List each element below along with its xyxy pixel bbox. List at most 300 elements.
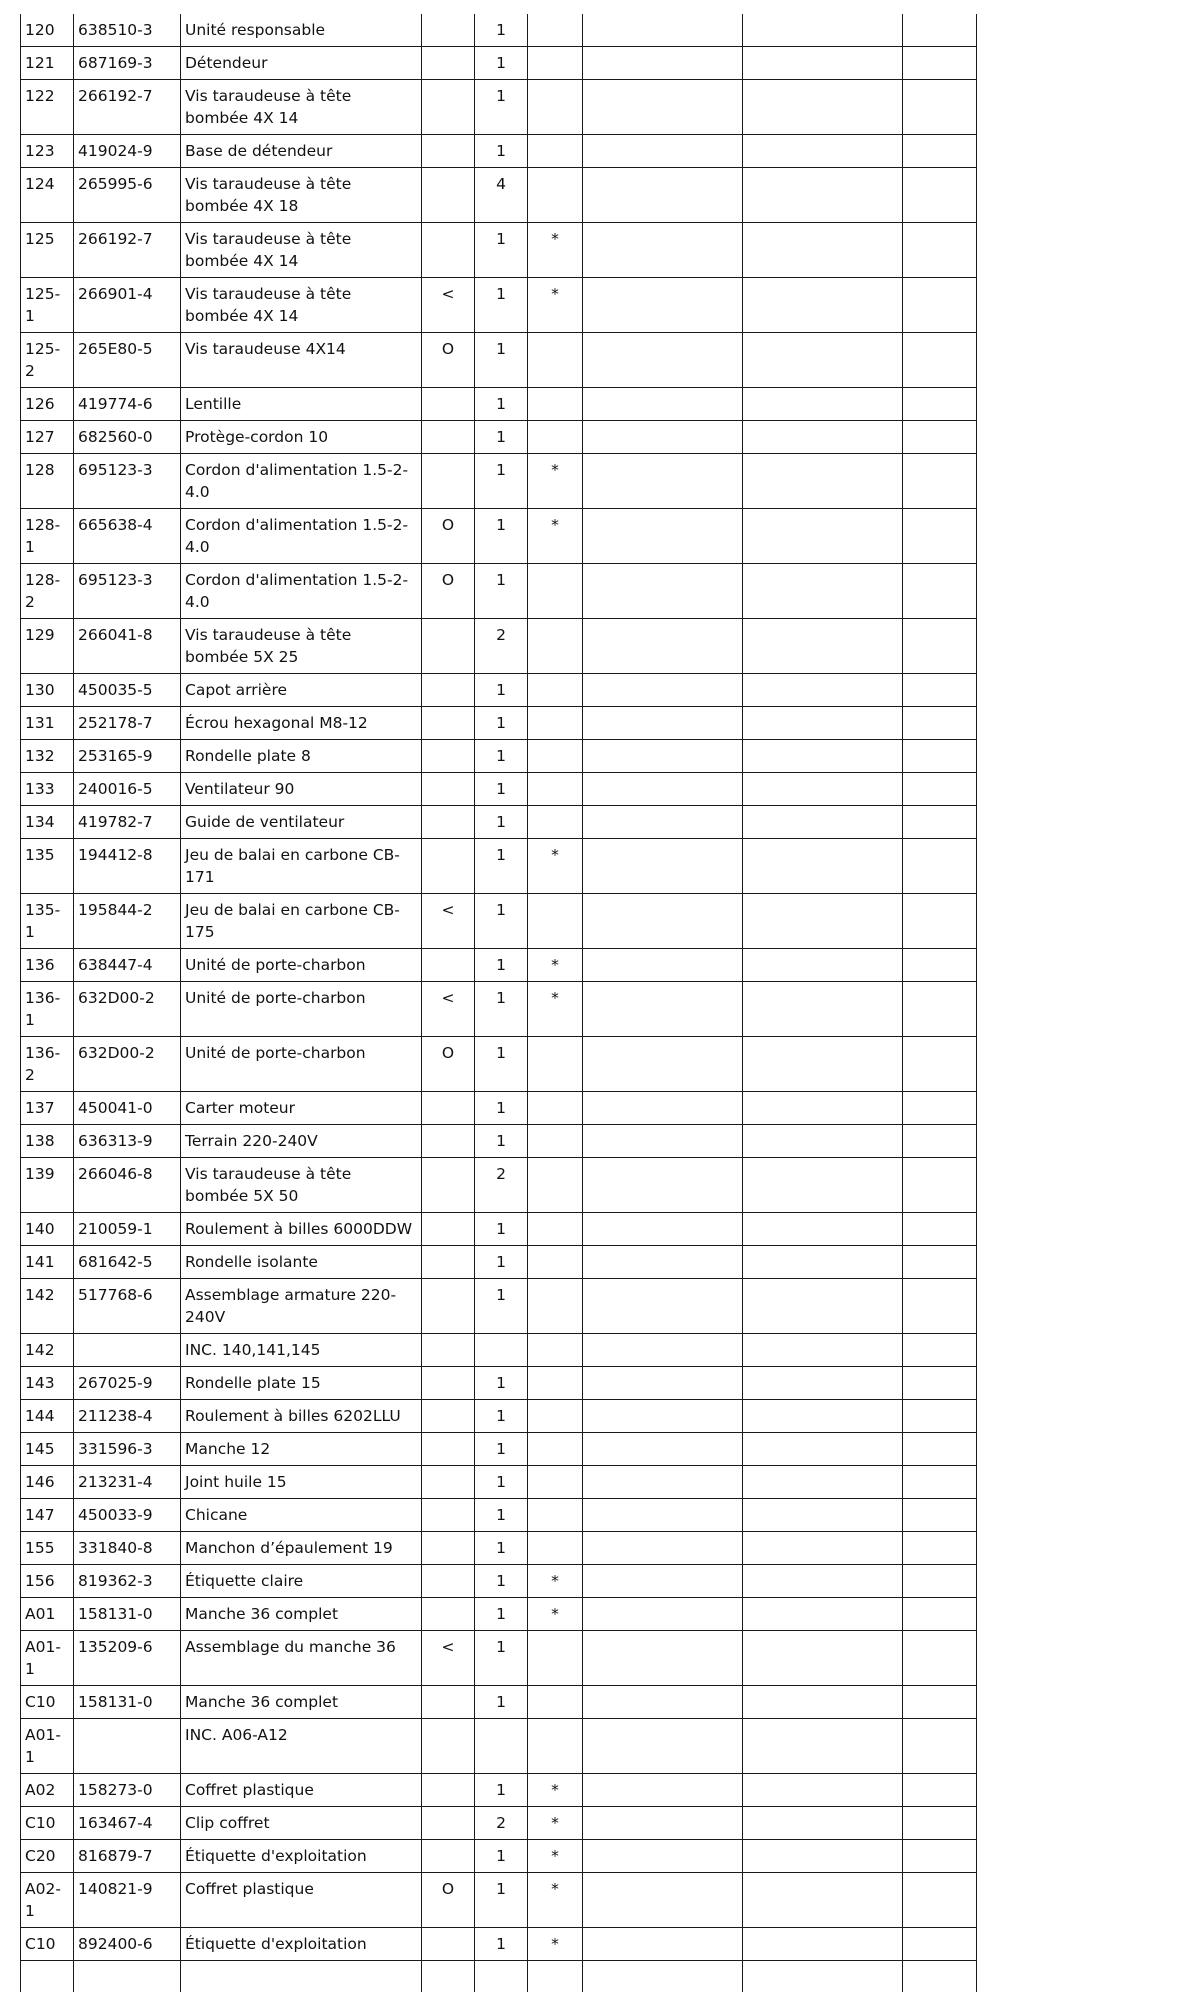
item-number-cell: 120 xyxy=(21,14,74,47)
note-mark-cell xyxy=(528,1400,583,1433)
change-mark-cell: O xyxy=(422,333,475,388)
part-number-cell: 816879-7 xyxy=(74,1840,181,1873)
description-cell: Rondelle plate 15 xyxy=(181,1367,422,1400)
empty-cell xyxy=(903,135,977,168)
part-number-cell: 158131-0 xyxy=(74,1686,181,1719)
empty-cell xyxy=(583,168,743,223)
part-number-cell: 681642-5 xyxy=(74,1246,181,1279)
quantity-cell: 1 xyxy=(475,333,528,388)
empty-cell xyxy=(743,949,903,982)
table-row xyxy=(21,1158,977,1213)
quantity-cell: 1 xyxy=(475,707,528,740)
table-row xyxy=(21,1631,977,1686)
empty-cell xyxy=(583,80,743,135)
part-number-cell: 695123-3 xyxy=(74,564,181,619)
empty-cell xyxy=(903,740,977,773)
note-mark-cell xyxy=(528,1367,583,1400)
empty-cell xyxy=(583,1565,743,1598)
empty-cell xyxy=(903,1092,977,1125)
quantity-cell xyxy=(475,1719,528,1774)
part-number-cell: 195844-2 xyxy=(74,894,181,949)
description-cell: Unité de porte-charbon xyxy=(181,1037,422,1092)
table-row xyxy=(21,982,977,1037)
note-mark-cell xyxy=(528,1334,583,1367)
note-mark-cell xyxy=(528,1092,583,1125)
empty-cell xyxy=(583,509,743,564)
empty-cell xyxy=(583,1158,743,1213)
quantity-cell: 1 xyxy=(475,421,528,454)
empty-cell xyxy=(743,564,903,619)
empty-cell xyxy=(903,1400,977,1433)
item-number-cell: 122 xyxy=(21,80,74,135)
note-mark-cell: * xyxy=(528,278,583,333)
empty-cell xyxy=(903,1873,977,1928)
empty-cell xyxy=(743,1631,903,1686)
empty-cell xyxy=(903,1719,977,1774)
quantity-cell: 1 xyxy=(475,1125,528,1158)
part-number-cell: 240016-5 xyxy=(74,773,181,806)
table-row xyxy=(21,168,977,223)
empty-cell xyxy=(583,1961,743,1992)
empty-cell xyxy=(743,1400,903,1433)
quantity-cell: 4 xyxy=(475,168,528,223)
part-number-cell: 331596-3 xyxy=(74,1433,181,1466)
description-cell: Clip coffret xyxy=(181,1807,422,1840)
table-row xyxy=(21,1334,977,1367)
empty-cell xyxy=(743,14,903,47)
table-row xyxy=(21,1499,977,1532)
table-row xyxy=(21,421,977,454)
part-number-cell: 266901-4 xyxy=(74,278,181,333)
description-cell: Coffret plastique xyxy=(181,1774,422,1807)
empty-cell xyxy=(743,1499,903,1532)
note-mark-cell xyxy=(528,619,583,674)
change-mark-cell xyxy=(422,1532,475,1565)
table-row xyxy=(21,509,977,564)
note-mark-cell xyxy=(528,1433,583,1466)
change-mark-cell xyxy=(422,1807,475,1840)
empty-cell xyxy=(903,223,977,278)
quantity-cell: 1 xyxy=(475,1037,528,1092)
table-row xyxy=(21,1598,977,1631)
empty-cell xyxy=(903,1840,977,1873)
empty-cell xyxy=(583,839,743,894)
part-number-cell xyxy=(74,1719,181,1774)
quantity-cell: 1 xyxy=(475,740,528,773)
note-mark-cell: * xyxy=(528,949,583,982)
part-number-cell: 158131-0 xyxy=(74,1598,181,1631)
empty-cell xyxy=(903,806,977,839)
change-mark-cell xyxy=(422,1466,475,1499)
table-row xyxy=(21,454,977,509)
change-mark-cell xyxy=(422,1433,475,1466)
item-number-cell: 126 xyxy=(21,388,74,421)
item-number-cell: 127 xyxy=(21,421,74,454)
change-mark-cell xyxy=(422,1125,475,1158)
item-number-cell: 141 xyxy=(21,1246,74,1279)
part-number-cell: 140821-9 xyxy=(74,1873,181,1928)
quantity-cell: 2 xyxy=(475,619,528,674)
empty-cell xyxy=(743,47,903,80)
description-cell: Capot arrière xyxy=(181,674,422,707)
description-cell: Jeu de balai en carbone CB-171 xyxy=(181,839,422,894)
empty-cell xyxy=(903,1499,977,1532)
note-mark-cell: * xyxy=(528,982,583,1037)
change-mark-cell: O xyxy=(422,1873,475,1928)
empty-cell xyxy=(903,1213,977,1246)
part-number-cell: 211238-4 xyxy=(74,1400,181,1433)
item-number-cell: 139 xyxy=(21,1158,74,1213)
item-number-cell: A02-1 xyxy=(21,1873,74,1928)
quantity-cell: 1 xyxy=(475,14,528,47)
description-cell: Étiquette d'exploitation xyxy=(181,1928,422,1961)
description-cell: Rondelle plate 8 xyxy=(181,740,422,773)
empty-cell xyxy=(583,135,743,168)
note-mark-cell: * xyxy=(528,1840,583,1873)
change-mark-cell xyxy=(422,773,475,806)
empty-cell xyxy=(743,1246,903,1279)
part-number-cell: 253165-9 xyxy=(74,740,181,773)
table-row-empty xyxy=(21,1961,977,1992)
change-mark-cell xyxy=(422,388,475,421)
table-row xyxy=(21,1774,977,1807)
empty-cell xyxy=(583,1631,743,1686)
description-cell: Base de détendeur xyxy=(181,135,422,168)
part-number-cell: 267025-9 xyxy=(74,1367,181,1400)
table-row xyxy=(21,14,977,47)
change-mark-cell xyxy=(422,1334,475,1367)
note-mark-cell xyxy=(528,707,583,740)
item-number-cell: C10 xyxy=(21,1807,74,1840)
empty-cell xyxy=(743,806,903,839)
quantity-cell: 1 xyxy=(475,839,528,894)
change-mark-cell xyxy=(422,1719,475,1774)
note-mark-cell: * xyxy=(528,839,583,894)
item-number-cell: 124 xyxy=(21,168,74,223)
part-number-cell: 819362-3 xyxy=(74,1565,181,1598)
table-row xyxy=(21,1367,977,1400)
part-number-cell: 695123-3 xyxy=(74,454,181,509)
empty-cell xyxy=(743,1565,903,1598)
empty-cell xyxy=(903,894,977,949)
empty-cell xyxy=(903,388,977,421)
empty-cell xyxy=(181,1961,422,1992)
quantity-cell: 1 xyxy=(475,894,528,949)
empty-cell xyxy=(583,1367,743,1400)
table-row xyxy=(21,223,977,278)
part-number-cell: 665638-4 xyxy=(74,509,181,564)
empty-cell xyxy=(743,80,903,135)
empty-cell xyxy=(743,1213,903,1246)
empty-cell xyxy=(903,1565,977,1598)
quantity-cell: 1 xyxy=(475,674,528,707)
quantity-cell: 1 xyxy=(475,1092,528,1125)
empty-cell xyxy=(903,564,977,619)
empty-cell xyxy=(903,1246,977,1279)
table-row xyxy=(21,1807,977,1840)
empty-cell xyxy=(583,740,743,773)
note-mark-cell xyxy=(528,773,583,806)
change-mark-cell xyxy=(422,1279,475,1334)
table-row xyxy=(21,674,977,707)
table-row xyxy=(21,333,977,388)
parts-list-table xyxy=(20,14,977,1992)
note-mark-cell xyxy=(528,47,583,80)
empty-cell xyxy=(903,619,977,674)
empty-cell xyxy=(743,278,903,333)
empty-cell xyxy=(583,1433,743,1466)
part-number-cell: 419782-7 xyxy=(74,806,181,839)
note-mark-cell xyxy=(528,674,583,707)
change-mark-cell xyxy=(422,1928,475,1961)
note-mark-cell: * xyxy=(528,1598,583,1631)
item-number-cell: 155 xyxy=(21,1532,74,1565)
empty-cell xyxy=(743,1279,903,1334)
change-mark-cell xyxy=(422,707,475,740)
empty-cell xyxy=(903,1928,977,1961)
change-mark-cell xyxy=(422,1565,475,1598)
description-cell: Unité responsable xyxy=(181,14,422,47)
quantity-cell: 1 xyxy=(475,278,528,333)
part-number-cell: 213231-4 xyxy=(74,1466,181,1499)
part-number-cell: 632D00-2 xyxy=(74,982,181,1037)
description-cell: Carter moteur xyxy=(181,1092,422,1125)
note-mark-cell xyxy=(528,1213,583,1246)
change-mark-cell xyxy=(422,14,475,47)
empty-cell xyxy=(903,278,977,333)
table-row xyxy=(21,1719,977,1774)
note-mark-cell: * xyxy=(528,1928,583,1961)
empty-cell xyxy=(743,707,903,740)
empty-cell xyxy=(903,333,977,388)
empty-cell xyxy=(743,1719,903,1774)
item-number-cell: 128 xyxy=(21,454,74,509)
change-mark-cell xyxy=(422,949,475,982)
empty-cell xyxy=(903,421,977,454)
empty-cell xyxy=(583,1928,743,1961)
quantity-cell: 1 xyxy=(475,1840,528,1873)
quantity-cell: 1 xyxy=(475,1631,528,1686)
note-mark-cell xyxy=(528,421,583,454)
note-mark-cell xyxy=(528,14,583,47)
description-cell: Vis taraudeuse à tête bombée 4X 14 xyxy=(181,80,422,135)
description-cell: Manche 36 complet xyxy=(181,1598,422,1631)
item-number-cell: 130 xyxy=(21,674,74,707)
part-number-cell: 638510-3 xyxy=(74,14,181,47)
description-cell: Étiquette claire xyxy=(181,1565,422,1598)
change-mark-cell xyxy=(422,454,475,509)
quantity-cell: 1 xyxy=(475,1433,528,1466)
part-number-cell: 252178-7 xyxy=(74,707,181,740)
quantity-cell: 1 xyxy=(475,1279,528,1334)
table-row xyxy=(21,135,977,168)
empty-cell xyxy=(903,1807,977,1840)
note-mark-cell: * xyxy=(528,1873,583,1928)
change-mark-cell: < xyxy=(422,982,475,1037)
table-row xyxy=(21,1873,977,1928)
empty-cell xyxy=(583,1400,743,1433)
empty-cell xyxy=(903,1158,977,1213)
description-cell: Unité de porte-charbon xyxy=(181,982,422,1037)
note-mark-cell xyxy=(528,1686,583,1719)
item-number-cell: C10 xyxy=(21,1686,74,1719)
part-number-cell: 265995-6 xyxy=(74,168,181,223)
description-cell: Détendeur xyxy=(181,47,422,80)
note-mark-cell xyxy=(528,168,583,223)
description-cell: Étiquette d'exploitation xyxy=(181,1840,422,1873)
table-row xyxy=(21,1433,977,1466)
empty-cell xyxy=(583,1686,743,1719)
empty-cell xyxy=(903,509,977,564)
change-mark-cell xyxy=(422,1246,475,1279)
empty-cell xyxy=(743,1686,903,1719)
part-number-cell: 638447-4 xyxy=(74,949,181,982)
table-row xyxy=(21,1565,977,1598)
empty-cell xyxy=(743,894,903,949)
table-row xyxy=(21,278,977,333)
empty-cell xyxy=(583,1125,743,1158)
quantity-cell: 1 xyxy=(475,1246,528,1279)
empty-cell xyxy=(743,674,903,707)
note-mark-cell xyxy=(528,740,583,773)
item-number-cell: 131 xyxy=(21,707,74,740)
item-number-cell: 144 xyxy=(21,1400,74,1433)
change-mark-cell xyxy=(422,839,475,894)
empty-cell xyxy=(74,1961,181,1992)
empty-cell xyxy=(743,223,903,278)
description-cell: Terrain 220-240V xyxy=(181,1125,422,1158)
quantity-cell: 1 xyxy=(475,949,528,982)
part-number-cell: 682560-0 xyxy=(74,421,181,454)
part-number-cell: 450033-9 xyxy=(74,1499,181,1532)
empty-cell xyxy=(583,454,743,509)
parts-table-body xyxy=(21,14,977,1992)
table-row xyxy=(21,564,977,619)
table-row xyxy=(21,949,977,982)
empty-cell xyxy=(583,333,743,388)
item-number-cell: 133 xyxy=(21,773,74,806)
change-mark-cell xyxy=(422,674,475,707)
item-number-cell: 142 xyxy=(21,1279,74,1334)
empty-cell xyxy=(903,1334,977,1367)
empty-cell xyxy=(743,1367,903,1400)
description-cell: Assemblage armature 220-240V xyxy=(181,1279,422,1334)
item-number-cell: 156 xyxy=(21,1565,74,1598)
part-number-cell: 632D00-2 xyxy=(74,1037,181,1092)
quantity-cell: 1 xyxy=(475,135,528,168)
quantity-cell: 1 xyxy=(475,47,528,80)
empty-cell xyxy=(903,1686,977,1719)
quantity-cell: 1 xyxy=(475,1367,528,1400)
note-mark-cell xyxy=(528,1125,583,1158)
table-row xyxy=(21,773,977,806)
empty-cell xyxy=(583,1092,743,1125)
quantity-cell: 1 xyxy=(475,1598,528,1631)
empty-cell xyxy=(743,1037,903,1092)
note-mark-cell xyxy=(528,1466,583,1499)
table-row xyxy=(21,1686,977,1719)
item-number-cell: 129 xyxy=(21,619,74,674)
quantity-cell xyxy=(475,1334,528,1367)
description-cell: Coffret plastique xyxy=(181,1873,422,1928)
empty-cell xyxy=(903,949,977,982)
empty-cell xyxy=(903,1631,977,1686)
part-number-cell: 687169-3 xyxy=(74,47,181,80)
description-cell: INC. 140,141,145 xyxy=(181,1334,422,1367)
change-mark-cell xyxy=(422,806,475,839)
item-number-cell: 137 xyxy=(21,1092,74,1125)
change-mark-cell: < xyxy=(422,278,475,333)
empty-cell xyxy=(583,223,743,278)
item-number-cell: 140 xyxy=(21,1213,74,1246)
quantity-cell: 1 xyxy=(475,1213,528,1246)
table-row xyxy=(21,806,977,839)
table-row xyxy=(21,1279,977,1334)
quantity-cell: 1 xyxy=(475,454,528,509)
empty-cell xyxy=(583,388,743,421)
empty-cell xyxy=(903,707,977,740)
change-mark-cell: O xyxy=(422,509,475,564)
description-cell: Cordon d'alimentation 1.5-2-4.0 xyxy=(181,564,422,619)
empty-cell xyxy=(903,1961,977,1992)
note-mark-cell xyxy=(528,894,583,949)
description-cell: Roulement à billes 6000DDW xyxy=(181,1213,422,1246)
empty-cell xyxy=(583,619,743,674)
note-mark-cell xyxy=(528,1719,583,1774)
empty-cell xyxy=(903,1433,977,1466)
item-number-cell: C20 xyxy=(21,1840,74,1873)
item-number-cell: 135 xyxy=(21,839,74,894)
empty-cell xyxy=(903,1125,977,1158)
empty-cell xyxy=(583,707,743,740)
description-cell: Vis taraudeuse à tête bombée 4X 14 xyxy=(181,223,422,278)
empty-cell xyxy=(743,982,903,1037)
empty-cell xyxy=(903,1774,977,1807)
note-mark-cell xyxy=(528,1037,583,1092)
empty-cell xyxy=(743,388,903,421)
table-row xyxy=(21,80,977,135)
empty-cell xyxy=(583,894,743,949)
empty-cell xyxy=(903,14,977,47)
quantity-cell: 1 xyxy=(475,1686,528,1719)
part-number-cell: 266041-8 xyxy=(74,619,181,674)
change-mark-cell xyxy=(422,1598,475,1631)
empty-cell xyxy=(903,168,977,223)
description-cell: Guide de ventilateur xyxy=(181,806,422,839)
table-row xyxy=(21,894,977,949)
item-number-cell: 125 xyxy=(21,223,74,278)
item-number-cell: 128-2 xyxy=(21,564,74,619)
empty-cell xyxy=(903,1466,977,1499)
empty-cell xyxy=(743,1334,903,1367)
table-row xyxy=(21,388,977,421)
description-cell: INC. A06-A12 xyxy=(181,1719,422,1774)
quantity-cell: 1 xyxy=(475,80,528,135)
empty-cell xyxy=(583,1873,743,1928)
empty-cell xyxy=(583,14,743,47)
item-number-cell: 125-2 xyxy=(21,333,74,388)
description-cell: Cordon d'alimentation 1.5-2-4.0 xyxy=(181,509,422,564)
quantity-cell: 1 xyxy=(475,1466,528,1499)
note-mark-cell xyxy=(528,1158,583,1213)
note-mark-cell xyxy=(528,1246,583,1279)
empty-cell xyxy=(583,1774,743,1807)
empty-cell xyxy=(422,1961,475,1992)
change-mark-cell: O xyxy=(422,564,475,619)
empty-cell xyxy=(743,333,903,388)
empty-cell xyxy=(743,773,903,806)
change-mark-cell xyxy=(422,1774,475,1807)
